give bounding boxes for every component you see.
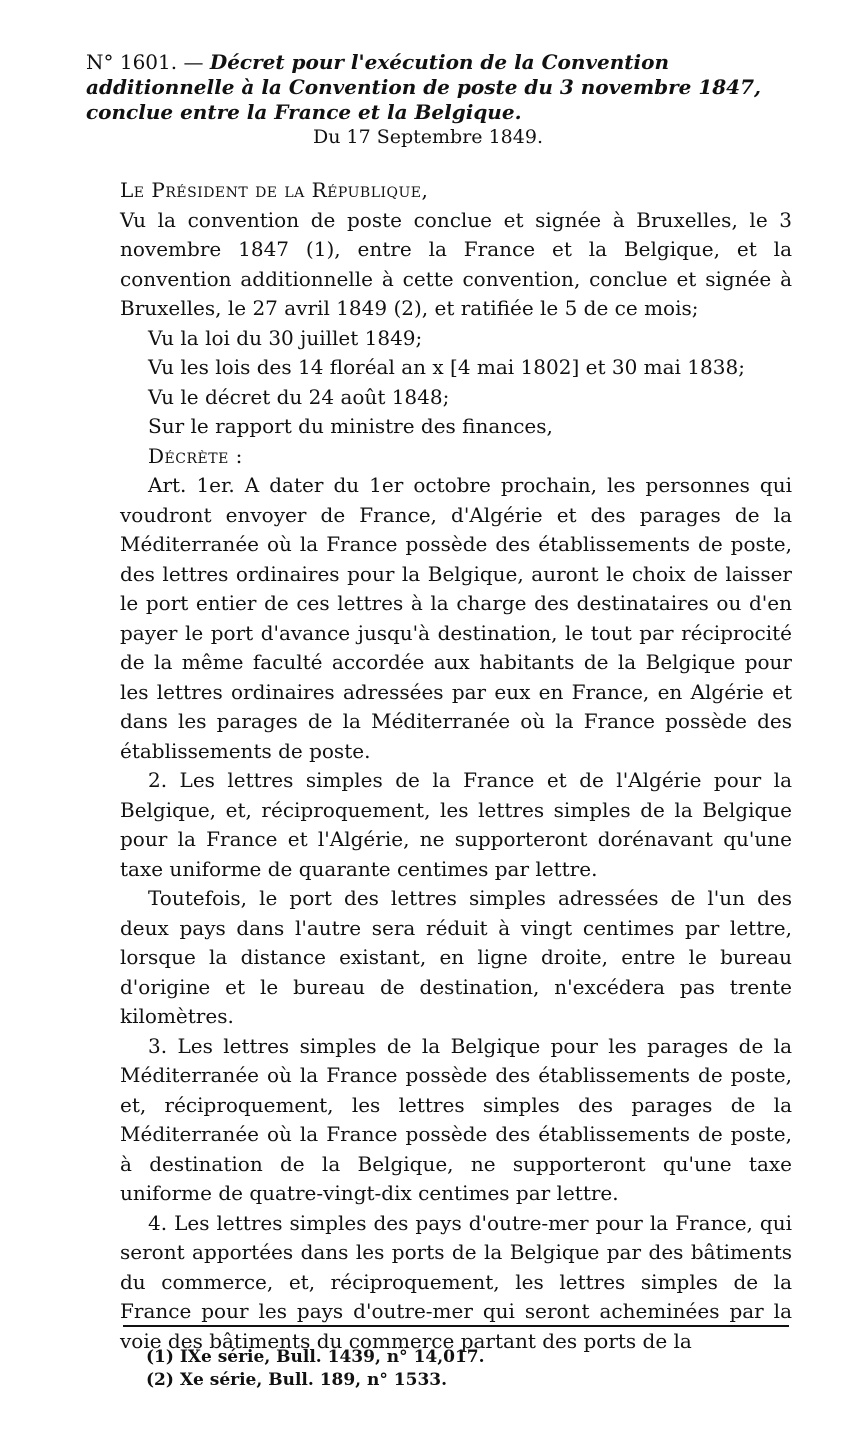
- president-line: Le Président de la République,: [120, 178, 429, 202]
- decree-heading: [86, 50, 786, 125]
- article-2-toutefois: Toutefois, le port des lettres simples adressées de l'un des deux pays dans l'autre sera réduit à vingt centimes par lettre, lorsque la distance existant, en ligne droite, entre le bureau d'origine et le bureau de destination, n'excédera pas trente kilomètres.: [120, 886, 792, 1028]
- article-4: 4. Les lettres simples des pays d'outre-mer pour la France, qui seront apportées dans les ports de la Belgique par des bâtiments du commerce, et, réciproquement, les lettres simples de la France pour les pays d'outre-mer qui seront acheminées par la voie des bâtiments du commerce partant des ports de la: [120, 1210, 792, 1353]
- footnote-2: (2) Xe série, Bull. 189, n° 1533.: [146, 1370, 448, 1390]
- article-2: 2. Les lettres simples de la France et de l'Algérie pour la Belgique, et, réciproquement, les lettres simples de la Belgique pour la France et l'Algérie, ne supporteront dorénavant qu'une taxe uniforme de quarante centimes par lettre.: [120, 768, 792, 881]
- paragraph-decrete: Décrète :: [148, 443, 243, 468]
- paragraph-vu-loi: Vu la loi du 30 juillet 1849;: [148, 325, 423, 350]
- article-3: 3. Les lettres simples de la Belgique pour les parages de la Méditerranée où la France possède des établissements de poste, et, réciproquement, les lettres simples des parages de la Méditerranée où la France possède des établissements de poste, à destination de la Belgique, ne supporteront qu'une taxe uniforme de quatre-vingt-dix centimes par lettre.: [120, 1033, 792, 1205]
- footnote-1: (1) IXe série, Bull. 1439, n° 14,017.: [146, 1347, 485, 1367]
- paragraph-vu-lois: Vu les lois des 14 floréal an x [4 mai 1802] et 30 mai 1838;: [148, 355, 745, 379]
- decree-body: [120, 176, 792, 1356]
- footnote-divider: [123, 1325, 789, 1327]
- decree-title: Décret pour l'exécution de la Convention additionnelle à la Convention de poste du 3 novembre 1847, conclue entre la France et la Belgique.: [86, 50, 761, 124]
- paragraph-rapport: Sur le rapport du ministre des finances,: [148, 414, 553, 438]
- article-1: Art. 1er. A dater du 1er octobre prochain, les personnes qui voudront envoyer de France, d'Algérie et des parages de la Méditerranée où la France possède des établissements de poste, des lettres ordinaires pour la Belgique, auront le choix de laisser le port entier de ces lettres à la charge des destinataires ou d'en payer le port d'avance jusqu'à destination, le tout par réciprocité de la même faculté accordée aux habitants de la Belgique pour les lettres ordinaires adressées par eux en France, en Algérie et dans les parages de la Méditerranée où la France possède des établissements de poste.: [120, 473, 792, 763]
- paragraph-vu-decret: Vu le décret du 24 août 1848;: [148, 384, 450, 409]
- paragraph-vu-convention: Vu la convention de poste conclue et signée à Bruxelles, le 3 novembre 1847 (1), entre la France et la Belgique, et la convention additionnelle à cette convention, conclue et signée à Bruxelles, le 27 avril 1849 (2), et ratifiée le 5 de ce mois;: [120, 207, 792, 320]
- footnotes: [146, 1346, 746, 1392]
- decree-number: N° 1601. —: [86, 50, 204, 74]
- decree-date: Du 17 Septembre 1849.: [313, 126, 543, 148]
